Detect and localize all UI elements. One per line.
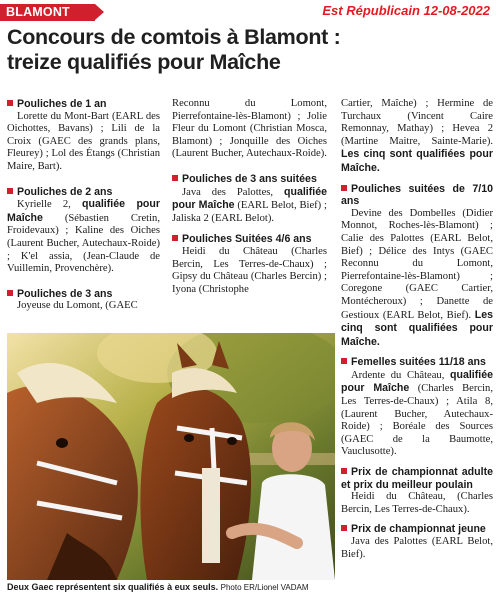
section-heading: Pouliches suitées de 7/10 ans [341, 182, 493, 208]
column-2 [172, 98, 327, 296]
section-heading: Pouliches de 1 an [7, 98, 160, 111]
horse-photo [7, 333, 335, 580]
qualified-highlight: Les cinq sont qualifiées pour Maîche. [341, 308, 493, 348]
section-body: Lorette du Mont-Bart (EARL des Oichottes, Bavans) ; Lili de la Croix (GAEC des grands plans, Fleurey) ; Lol des Étangs (Christian Maire, Bart). [7, 110, 160, 172]
section-body: Heidi du Château, (Charles Bercin, Les Terres-de-Chaux). [341, 491, 493, 515]
section-heading: Pouliches de 3 ans [7, 288, 160, 301]
headline [7, 25, 495, 75]
section-heading: Pouliches de 2 ans [7, 186, 160, 199]
caption-text: Deux Gaec représentent six qualifiés à eux seuls. [7, 582, 219, 592]
section-heading: Pouliches Suitées 4/6 ans [172, 233, 327, 246]
section-body: Joyeuse du Lomont, (GAEC [17, 300, 138, 312]
section-body: Kyrielle 2, qualifiée pour Maîche (Sébastien Cretin, Froidevaux) ; Kaline des Oiches (Laurent Bucher, Autechaux-Roide) ; K'el assia, (Jean-Claude de Vuillemin, Provenchère). [7, 198, 160, 275]
section-heading: Prix de championnat jeune [341, 523, 493, 536]
section-body-continued: Reconnu du Lomont, Pierrefontaine-lès-Blamont) ; Jolie Fleur du Lomont (Christian Mosca, Blamont) ; Jonquille des Oiches (Laurent Bucher, Autechaux-Roide). [172, 98, 327, 160]
section-body: Ardente du Château, qualifiée pour Maîche (Charles Bercin, Les Terres-de-Chaux) ; Atila 8, (Laurent Bucher, Autechaux-Roide) ; Boréale des Sources (GAEC de la Baumotte, Vauclusotte). [341, 368, 493, 458]
section-body: Java des Palottes (EARL Belot, Bief). [341, 536, 493, 560]
qualified-highlight: qualifiée pour Maîche [341, 368, 493, 395]
photo-credit: Photo ER/Lionel VADAM [220, 583, 309, 592]
section-heading: Prix de championnat adulte et prix du meilleur poulain [341, 466, 493, 491]
section-heading: Pouliches de 3 ans suitées [172, 173, 327, 186]
section-body: Java des Palottes, qualifiée pour Maîche (EARL Belot, Bief) ; Jaliska 2 (EARL Belot). [172, 185, 328, 224]
source-date: Est Républicain 12-08-2022 [322, 3, 490, 18]
section-body: Heidi du Château (Charles Bercin, Les Terres-de-Chaux) ; Gipsy du Château (Charles Bercin) ; Iyona (Christophe [172, 245, 327, 295]
column-1 [7, 98, 160, 313]
section-body-continued: Cartier, Maîche) ; Hermine de Turchaux (Vincent Caire Remonnay, Mathay) ; Hevea 2 (Martine Maitre, Sainte-Marie). Les cinq sont qualifiées pour Maîche. [341, 98, 493, 174]
column-3 [341, 98, 493, 561]
qualified-highlight: qualifiée pour Maîche [172, 185, 328, 212]
headline-line-2: treize qualifiés pour Maîche [7, 50, 281, 74]
qualified-highlight: qualifiée pour Maîche [7, 198, 160, 224]
section-tag: BLAMONT [0, 4, 95, 21]
photo-caption [7, 582, 335, 592]
headline-line-1: Concours de comtois à Blamont : [7, 25, 341, 49]
section-heading: Femelles suitées 11/18 ans [341, 356, 493, 369]
qualified-highlight: Les cinq sont qualifiées pour Maîche. [341, 148, 493, 174]
section-body: Devine des Dombelles (Didier Monnot, Roches-lès-Blamont) ; Calie des Palottes (EARL Belot, Bief) ; Délice des Intys (GAEC Reconnu du Lomont, Pierrefontaine-lès-Blamont) ; Coregone (GAEC Cartier, Montécheroux) ; Danette de Gestioux (EARL Belot, Bief). Les cinq sont qualifiées pour Maîche. [341, 207, 493, 348]
